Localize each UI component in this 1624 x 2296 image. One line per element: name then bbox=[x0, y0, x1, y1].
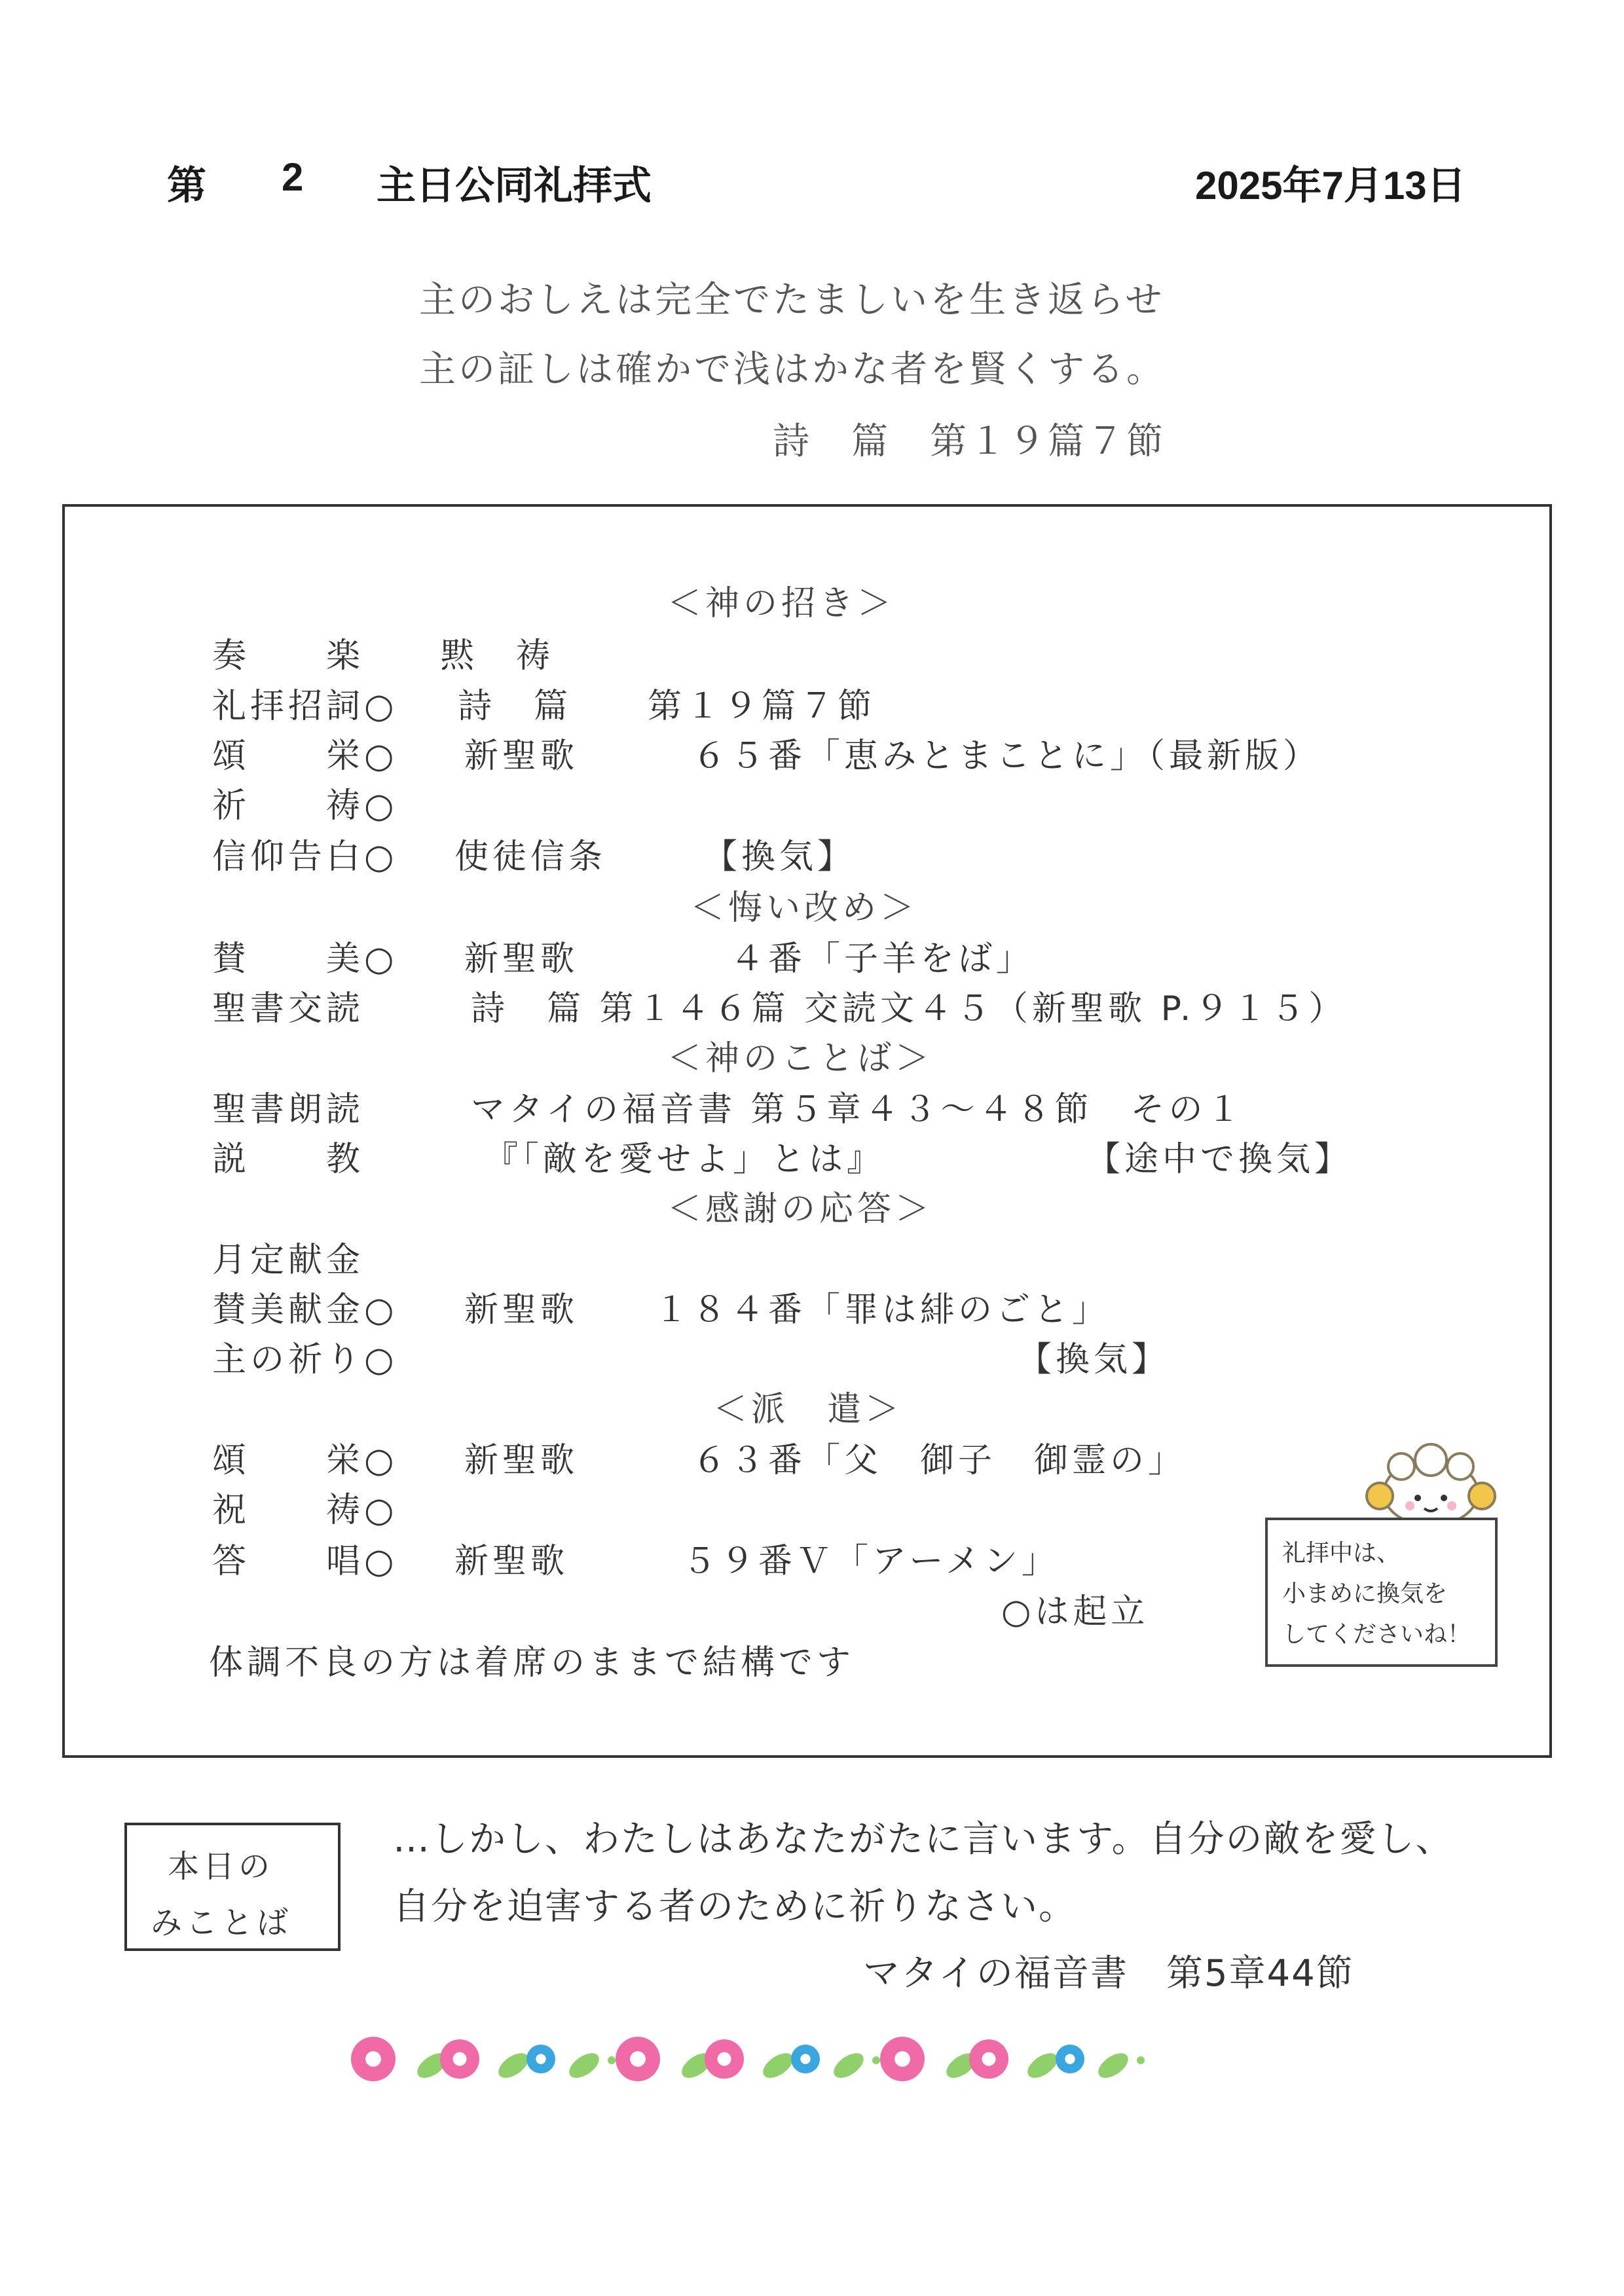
service-date: 2025年7月13日 bbox=[1195, 164, 1466, 208]
dot-icon bbox=[872, 2056, 880, 2064]
theme-verse-line-1: 主のおしえは完全でたましいを生き返らせ bbox=[419, 279, 1165, 321]
todays-word-label-line-2: みことば bbox=[151, 1904, 293, 1941]
order-item-scripture-label: 聖書朗読 bbox=[212, 1090, 365, 1129]
todays-word-reference: マタイの福音書 第5章44節 bbox=[863, 1952, 1354, 1995]
leaf-icon bbox=[759, 2049, 798, 2083]
blue-flower-icon bbox=[526, 2045, 555, 2073]
service-number-label: 第 bbox=[167, 164, 206, 208]
order-item-praise-detail: 新聖歌 ４番「子羊をば」 bbox=[464, 939, 1035, 979]
blue-flower-icon bbox=[1056, 2045, 1084, 2073]
order-item-doxology-label: 頌 栄○ bbox=[212, 737, 398, 776]
todays-word-label-box bbox=[124, 1823, 341, 1951]
reminder-line-1: 礼拝中は、 bbox=[1282, 1540, 1401, 1567]
dot-icon bbox=[608, 2056, 616, 2064]
pink-flower-icon bbox=[440, 2039, 479, 2079]
order-item-prayer: 祈 祷○ bbox=[212, 786, 398, 826]
order-item-scripture-detail: マタイの福音書 第５章４３～４８節 その１ bbox=[471, 1090, 1245, 1129]
leaf-icon bbox=[565, 2049, 604, 2083]
theme-verse-reference: 詩 篇 第１９篇７節 bbox=[773, 420, 1166, 463]
order-item-call-label: 礼拝招詞○ bbox=[212, 687, 398, 726]
section-call-to-worship: ＜神の招き＞ bbox=[667, 584, 896, 623]
order-item-lords-prayer: 主の祈り○ bbox=[212, 1340, 398, 1379]
order-item-response-label: 答 唱○ bbox=[212, 1542, 398, 1581]
blue-flower-icon bbox=[791, 2045, 820, 2073]
reminder-line-2: 小まめに換気を bbox=[1282, 1580, 1448, 1607]
standing-note: ○は起立 bbox=[1001, 1592, 1149, 1631]
todays-word-text-line-1: …しかし、わたしはあなたがたに言います。自分の敵を愛し、 bbox=[393, 1818, 1454, 1861]
leaf-icon bbox=[494, 2049, 533, 2083]
section-word-of-god: ＜神のことば＞ bbox=[667, 1039, 934, 1078]
prayer-ventilation-note: 【換気】 bbox=[1018, 1340, 1170, 1379]
leaf-icon bbox=[830, 2049, 868, 2083]
order-item-responsive-reading-label: 聖書交読 bbox=[212, 989, 365, 1029]
order-item-creed-label: 信仰告白○ bbox=[212, 837, 398, 877]
todays-word-text-line-2: 自分を迫害する者のために祈りなさい。 bbox=[393, 1886, 1077, 1928]
theme-verse-line-2: 主の証しは確かで浅はかな者を賢くする。 bbox=[419, 348, 1166, 391]
pink-flower-icon bbox=[969, 2039, 1008, 2079]
section-repentance: ＜悔い改め＞ bbox=[690, 888, 919, 928]
pink-flower-icon bbox=[705, 2039, 744, 2079]
todays-word-label-line-1: 本日の bbox=[168, 1848, 274, 1885]
pink-flower-icon bbox=[616, 2037, 660, 2081]
leaf-icon bbox=[1094, 2049, 1133, 2083]
sheep-icon bbox=[1367, 1444, 1495, 1525]
sheep-mascot-illustration bbox=[1359, 1440, 1503, 1525]
dot-icon bbox=[1137, 2056, 1145, 2064]
sermon-ventilation-note: 【途中で換気】 bbox=[1086, 1140, 1353, 1179]
order-item-doxology-detail: 新聖歌 ６５番「恵みとまことに」（最新版） bbox=[464, 737, 1321, 776]
order-item-monthly-offering: 月定献金 bbox=[212, 1241, 365, 1280]
morning-glory-border bbox=[347, 2020, 1329, 2098]
ventilation-reminder-box bbox=[1265, 1518, 1498, 1667]
order-item-responsive-reading-detail: 詩 篇 第１４６篇 交読文４５（新聖歌 P.９１５） bbox=[471, 989, 1347, 1029]
section-sending: ＜派 遣＞ bbox=[713, 1390, 904, 1429]
order-item-benediction: 祝 祷○ bbox=[212, 1491, 398, 1530]
order-item-sermon-detail: 『「敵を愛せよ」とは』 bbox=[484, 1140, 885, 1179]
service-number: 2 bbox=[282, 155, 304, 199]
pink-flower-icon bbox=[351, 2037, 396, 2081]
order-item-offering-label: 賛美献金○ bbox=[212, 1290, 398, 1330]
order-item-sermon-label: 説 教 bbox=[212, 1140, 365, 1179]
order-item-doxology-2-detail: 新聖歌 ６３番「父 御子 御霊の」 bbox=[464, 1441, 1187, 1480]
health-note: 体調不良の方は着席のままで結構です bbox=[209, 1643, 855, 1683]
reminder-line-3: してくださいね！ bbox=[1282, 1621, 1471, 1648]
order-item-doxology-2-label: 頌 栄○ bbox=[212, 1441, 398, 1480]
leaf-icon bbox=[1024, 2049, 1062, 2083]
order-item-praise-label: 賛 美○ bbox=[212, 939, 398, 979]
order-item-response-detail: 新聖歌 ５９番Ｖ「アーメン」 bbox=[454, 1542, 1060, 1581]
service-title: 主日公同礼拝式 bbox=[377, 164, 652, 208]
section-thanksgiving: ＜感謝の応答＞ bbox=[667, 1190, 934, 1229]
pink-flower-icon bbox=[880, 2037, 925, 2081]
order-item-offering-detail: 新聖歌 １８４番「罪は緋のごと」 bbox=[464, 1290, 1111, 1330]
order-item-creed-detail: 使徒信条 【換気】 bbox=[454, 837, 856, 877]
order-item-call-detail: 詩 篇 第１９篇７節 bbox=[458, 687, 876, 726]
order-item-prelude: 奏 楽 黙 祷 bbox=[212, 636, 555, 676]
